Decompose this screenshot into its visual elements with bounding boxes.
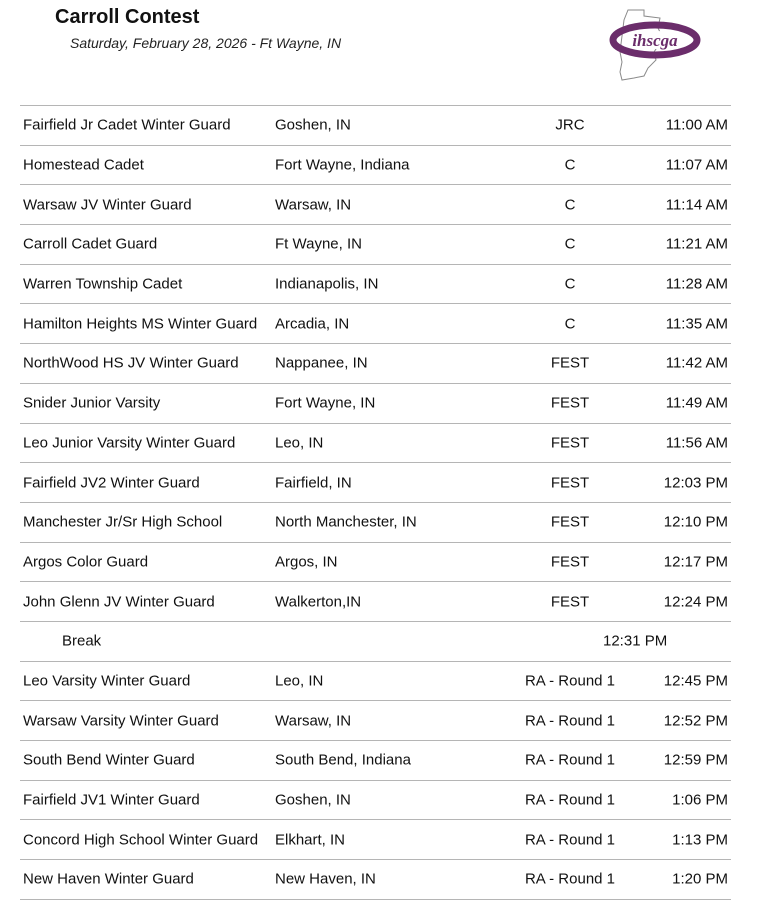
performer-name: New Haven Winter Guard bbox=[23, 870, 194, 888]
table-row bbox=[20, 741, 731, 781]
location: Goshen, IN bbox=[275, 116, 351, 134]
performer-name: Leo Varsity Winter Guard bbox=[23, 672, 191, 690]
location: Leo, IN bbox=[275, 434, 324, 452]
location: Elkhart, IN bbox=[275, 831, 346, 849]
ihscga-logo bbox=[600, 6, 710, 84]
performance-time: 12:31 PM bbox=[603, 632, 668, 650]
performer-name: Warren Township Cadet bbox=[23, 275, 183, 293]
performance-time: 1:06 PM bbox=[672, 791, 728, 809]
performer-name: Fairfield JV1 Winter Guard bbox=[23, 791, 200, 809]
class-label: RA - Round 1 bbox=[524, 672, 616, 690]
performer-name: Hamilton Heights MS Winter Guard bbox=[23, 315, 258, 333]
table-row bbox=[20, 582, 731, 622]
table-row bbox=[20, 424, 731, 464]
performance-time: 12:59 PM bbox=[663, 751, 728, 769]
class-label: C bbox=[564, 156, 576, 174]
performance-time: 12:17 PM bbox=[663, 553, 728, 571]
performance-time: 12:45 PM bbox=[663, 672, 728, 690]
location: Indianapolis, IN bbox=[275, 275, 379, 293]
table-row bbox=[20, 543, 731, 583]
table-row bbox=[20, 781, 731, 821]
class-label: JRC bbox=[555, 116, 585, 134]
class-label: C bbox=[564, 315, 576, 333]
class-label: RA - Round 1 bbox=[524, 712, 616, 730]
logo-text: ihscga bbox=[632, 31, 678, 50]
class-label: RA - Round 1 bbox=[524, 751, 616, 769]
performer-name: Warsaw JV Winter Guard bbox=[23, 196, 192, 214]
class-label: FEST bbox=[550, 593, 590, 611]
class-label: C bbox=[564, 196, 576, 214]
location: Warsaw, IN bbox=[275, 712, 352, 730]
performer-name: Fairfield Jr Cadet Winter Guard bbox=[23, 116, 231, 134]
performance-time: 12:24 PM bbox=[663, 593, 728, 611]
performance-time: 12:03 PM bbox=[663, 474, 728, 492]
table-row bbox=[20, 701, 731, 741]
class-label: RA - Round 1 bbox=[524, 870, 616, 888]
performance-time: 1:20 PM bbox=[672, 870, 728, 888]
class-label: FEST bbox=[550, 474, 590, 492]
table-row bbox=[20, 265, 731, 305]
location: Leo, IN bbox=[275, 672, 324, 690]
performance-time: 11:49 AM bbox=[665, 394, 728, 412]
table-row bbox=[20, 185, 731, 225]
schedule-table bbox=[20, 105, 731, 900]
table-row bbox=[20, 860, 731, 900]
location: Goshen, IN bbox=[275, 791, 351, 809]
performer-name: Manchester Jr/Sr High School bbox=[23, 513, 223, 531]
class-label: RA - Round 1 bbox=[524, 791, 616, 809]
performance-time: 12:52 PM bbox=[663, 712, 728, 730]
performer-name: John Glenn JV Winter Guard bbox=[23, 593, 215, 611]
class-label: FEST bbox=[550, 354, 590, 372]
performance-time: 11:56 AM bbox=[665, 434, 728, 452]
break-row bbox=[20, 622, 731, 662]
class-label: RA - Round 1 bbox=[524, 831, 616, 849]
performer-name: Carroll Cadet Guard bbox=[23, 235, 158, 253]
location: New Haven, IN bbox=[275, 870, 376, 888]
performer-name: NorthWood HS JV Winter Guard bbox=[23, 354, 239, 372]
class-label: C bbox=[564, 235, 576, 253]
table-row bbox=[20, 820, 731, 860]
location: Walkerton,IN bbox=[275, 593, 362, 611]
location: Arcadia, IN bbox=[275, 315, 350, 333]
location: Fort Wayne, IN bbox=[275, 394, 376, 412]
performer-name: Break bbox=[62, 632, 102, 650]
table-row bbox=[20, 146, 731, 186]
table-row bbox=[20, 106, 731, 146]
location: Nappanee, IN bbox=[275, 354, 368, 372]
performer-name: Homestead Cadet bbox=[23, 156, 144, 174]
performance-time: 11:21 AM bbox=[665, 235, 728, 253]
performance-time: 11:28 AM bbox=[665, 275, 728, 293]
location: Argos, IN bbox=[275, 553, 338, 571]
performance-time: 11:07 AM bbox=[665, 156, 728, 174]
table-row bbox=[20, 344, 731, 384]
location: Warsaw, IN bbox=[275, 196, 352, 214]
table-row bbox=[20, 662, 731, 702]
table-row bbox=[20, 384, 731, 424]
performer-name: Argos Color Guard bbox=[23, 553, 149, 571]
performer-name: South Bend Winter Guard bbox=[23, 751, 195, 769]
location: South Bend, Indiana bbox=[275, 751, 411, 769]
performer-name: Snider Junior Varsity bbox=[23, 394, 161, 412]
performance-time: 1:13 PM bbox=[672, 831, 728, 849]
location: Fort Wayne, Indiana bbox=[275, 156, 410, 174]
performance-time: 11:35 AM bbox=[665, 315, 728, 333]
table-row bbox=[20, 225, 731, 265]
table-row bbox=[20, 463, 731, 503]
location: North Manchester, IN bbox=[275, 513, 417, 531]
location: Ft Wayne, IN bbox=[275, 235, 362, 253]
class-label: FEST bbox=[550, 553, 590, 571]
class-label: FEST bbox=[550, 513, 590, 531]
class-label: FEST bbox=[550, 434, 590, 452]
performance-time: 11:00 AM bbox=[665, 116, 728, 134]
performer-name: Concord High School Winter Guard bbox=[23, 831, 259, 849]
table-row bbox=[20, 304, 731, 344]
class-label: C bbox=[564, 275, 576, 293]
event-date-location: Saturday, February 28, 2026 - Ft Wayne, IN bbox=[70, 35, 342, 51]
class-label: FEST bbox=[550, 394, 590, 412]
performance-time: 11:14 AM bbox=[665, 196, 728, 214]
table-row bbox=[20, 503, 731, 543]
performer-name: Leo Junior Varsity Winter Guard bbox=[23, 434, 236, 452]
performer-name: Fairfield JV2 Winter Guard bbox=[23, 474, 200, 492]
performance-time: 12:10 PM bbox=[663, 513, 728, 531]
performer-name: Warsaw Varsity Winter Guard bbox=[23, 712, 219, 730]
performance-time: 11:42 AM bbox=[665, 354, 728, 372]
page-title: Carroll Contest bbox=[55, 6, 200, 28]
location: Fairfield, IN bbox=[275, 474, 352, 492]
